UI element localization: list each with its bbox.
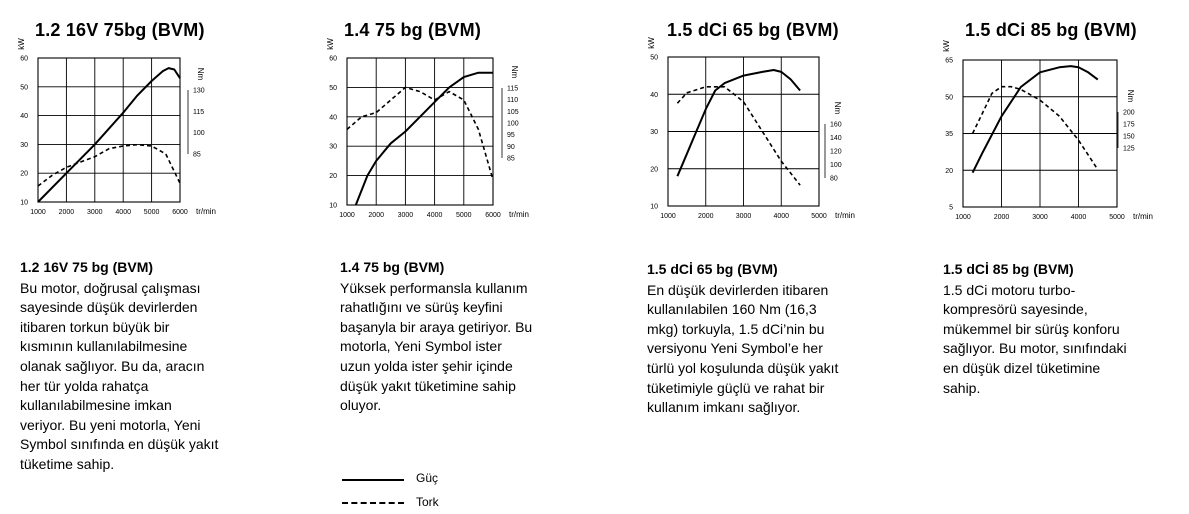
x-tick-label: 3000: [87, 209, 103, 216]
description-title: 1.5 dCİ 85 bg (BVM): [943, 261, 1074, 277]
description-title: 1.4 75 bg (BVM): [340, 259, 445, 275]
description-line: kullanım imkanı sağlıyor.: [647, 399, 801, 416]
legend-torque-swatch: [342, 502, 404, 504]
y2-tick-label: 100: [830, 162, 842, 169]
y2-tick-label: 150: [1123, 133, 1135, 141]
y-tick-label: 30: [329, 143, 337, 151]
y2-tick-label: 80: [830, 175, 838, 183]
y2-axis-unit: Nm: [1126, 89, 1135, 103]
engine-chart: [318, 30, 558, 230]
y-tick-label: 20: [650, 166, 658, 174]
y-tick-label: 60: [329, 55, 337, 63]
y2-tick-label: 175: [1123, 121, 1135, 129]
x-tick-label: 5000: [143, 209, 160, 216]
y2-tick-label: 115: [193, 108, 205, 116]
y2-tick-label: 105: [507, 108, 519, 116]
x-tick-label: 5000: [811, 213, 827, 220]
description-line: 1.5 dCi motoru turbo-: [943, 281, 1076, 298]
y-tick-label: 20: [20, 170, 28, 178]
y2-tick-label: 140: [830, 135, 842, 142]
y-tick-label: 5: [949, 204, 953, 212]
description-line: kompresörü sayesinde,: [943, 301, 1088, 318]
plot-frame: [347, 58, 493, 205]
description-line: türlü yol koşulunda düşük yakıt: [647, 359, 839, 376]
description-line: tüketimiyle güçlü ve rahat bir: [647, 379, 825, 396]
chart-title: 1.4 75 bg (BVM): [344, 20, 482, 40]
engine-chart: [10, 30, 240, 230]
y-axis-unit: kW: [326, 38, 335, 50]
y2-tick-label: 115: [507, 85, 519, 93]
legend-power-label: Güç: [416, 471, 439, 485]
chart-title: 1.5 dCi 85 bg (BVM): [965, 20, 1137, 40]
y-tick-label: 20: [329, 173, 337, 181]
description-line: en düşük dizel tüketimine: [943, 359, 1101, 376]
description-line: oluyor.: [340, 397, 382, 414]
x-tick-label: 5000: [1109, 214, 1125, 221]
y-tick-label: 40: [650, 91, 658, 99]
description-line: Bu motor, doğrusal çalışması: [20, 279, 201, 296]
description-line: tüketime sahip.: [20, 455, 115, 472]
x-tick-label: 2000: [697, 213, 714, 220]
description-line: sahip.: [943, 379, 981, 396]
power-curve: [38, 68, 180, 202]
description-line: Symbol sınıfında en düşük yakıt: [20, 436, 219, 453]
y-tick-label: 40: [20, 113, 28, 121]
chart-title: 1.5 dCi 65 bg (BVM): [667, 20, 839, 40]
y-axis-unit: kW: [647, 37, 656, 49]
y2-tick-label: 100: [507, 120, 519, 128]
x-tick-label: 3000: [1032, 214, 1048, 221]
x-tick-label: 3000: [397, 212, 414, 219]
y2-tick-label: 85: [507, 155, 515, 163]
description-title: 1.2 16V 75 bg (BVM): [20, 259, 154, 275]
y-tick-label: 40: [329, 114, 337, 122]
y2-axis-unit: Nm: [833, 101, 842, 115]
y2-tick-label: 160: [830, 121, 842, 129]
y-tick-label: 60: [20, 55, 28, 63]
x-tick-label: 4000: [426, 212, 443, 219]
description-line: kısmının kullanılabilmesine: [20, 338, 188, 355]
y-tick-label: 50: [650, 54, 658, 62]
y2-axis-unit: Nm: [196, 67, 205, 81]
y-tick-label: 50: [20, 84, 28, 92]
chart-title: 1.2 16V 75bg (BVM): [35, 20, 205, 40]
description-line: sayesinde düşük devirlerden: [20, 299, 198, 316]
x-tick-label: 5000: [456, 212, 472, 219]
description-line: itibaren torkun büyük bir: [20, 318, 170, 335]
description-line: her tür yolda rahatça: [20, 377, 149, 394]
engine-description: [340, 258, 580, 416]
engine-chart: [636, 30, 876, 230]
y2-tick-label: 120: [830, 148, 842, 156]
engine-description: [943, 260, 1163, 398]
description-line: kullanılabilmesine imkan: [20, 397, 172, 414]
x-tick-label: 1000: [955, 214, 971, 221]
description-line: rahatlığını ve sürüş keyfini: [340, 299, 503, 316]
y-tick-label: 30: [650, 129, 658, 136]
y-axis-unit: kW: [942, 40, 951, 52]
description-line: olanak sağlıyor. Bu da, aracın: [20, 357, 205, 374]
engine-description: [20, 258, 250, 475]
power-curve: [973, 66, 1098, 173]
description-title: 1.5 dCİ 65 bg (BVM): [647, 261, 778, 277]
x-tick-label: 2000: [993, 214, 1010, 221]
x-tick-label: 3000: [735, 213, 752, 220]
y-tick-label: 10: [650, 203, 658, 211]
y2-axis-unit: Nm: [510, 65, 519, 79]
description-line: düşük yakıt tüketimine sahip: [340, 377, 516, 394]
y-tick-label: 10: [329, 202, 337, 210]
x-tick-label: 4000: [773, 213, 790, 220]
x-tick-label: 6000: [485, 212, 501, 219]
x-axis-unit: tr/min: [1133, 212, 1153, 221]
y-tick-label: 10: [20, 199, 28, 207]
description-line: En düşük devirlerden itibaren: [647, 281, 829, 298]
description-line: sağlıyor. Bu motor, sınıfındaki: [943, 340, 1127, 357]
legend-torque-label: Tork: [416, 495, 439, 509]
engine-chart: [936, 30, 1166, 230]
x-tick-label: 2000: [368, 212, 384, 219]
y2-tick-label: 100: [193, 130, 205, 138]
y2-tick-label: 110: [507, 97, 519, 105]
x-axis-unit: tr/min: [509, 210, 529, 219]
x-tick-label: 4000: [1070, 214, 1087, 221]
y-tick-label: 35: [945, 131, 953, 138]
y-axis-unit: kW: [17, 38, 26, 50]
x-axis-unit: tr/min: [835, 211, 855, 220]
x-tick-label: 2000: [58, 209, 75, 216]
x-tick-label: 4000: [115, 209, 131, 216]
y2-tick-label: 125: [1123, 145, 1135, 153]
description-line: uzun yolda ister şehir içinde: [340, 357, 513, 374]
y-tick-label: 50: [945, 94, 953, 102]
x-tick-label: 1000: [30, 209, 46, 216]
y-tick-label: 50: [329, 84, 337, 92]
y2-tick-label: 130: [193, 87, 205, 95]
torque-curve: [973, 87, 1098, 170]
description-line: versiyonu Yeni Symbol’e her: [647, 340, 823, 357]
description-line: başanyla bir araya getiriyor. Bu: [340, 318, 533, 335]
description-line: mkg) torkuyla, 1.5 dCi’nin bu: [647, 320, 825, 337]
y-tick-label: 20: [945, 167, 953, 175]
x-tick-label: 6000: [172, 209, 188, 216]
x-tick-label: 1000: [660, 213, 676, 220]
description-line: Yüksek performansla kullanım: [340, 279, 528, 296]
engine-description: [647, 260, 887, 418]
y2-tick-label: 200: [1123, 109, 1135, 117]
y2-tick-label: 85: [193, 151, 201, 159]
legend-power-swatch: [342, 479, 404, 481]
y-tick-label: 65: [945, 57, 953, 65]
description-line: motorla, Yeni Symbol ister: [340, 338, 502, 355]
description-line: kullanılabilen 160 Nm (16,3: [647, 301, 817, 318]
x-axis-unit: tr/min: [196, 207, 216, 216]
y2-tick-label: 90: [507, 143, 515, 151]
torque-curve: [347, 87, 493, 179]
description-line: veriyor. Bu yeni motorla, Yeni: [20, 416, 201, 433]
description-line: mükemmel bir sürüş konforu: [943, 320, 1120, 337]
y-tick-label: 30: [20, 141, 28, 149]
x-tick-label: 1000: [339, 212, 355, 219]
y2-tick-label: 95: [507, 132, 515, 140]
